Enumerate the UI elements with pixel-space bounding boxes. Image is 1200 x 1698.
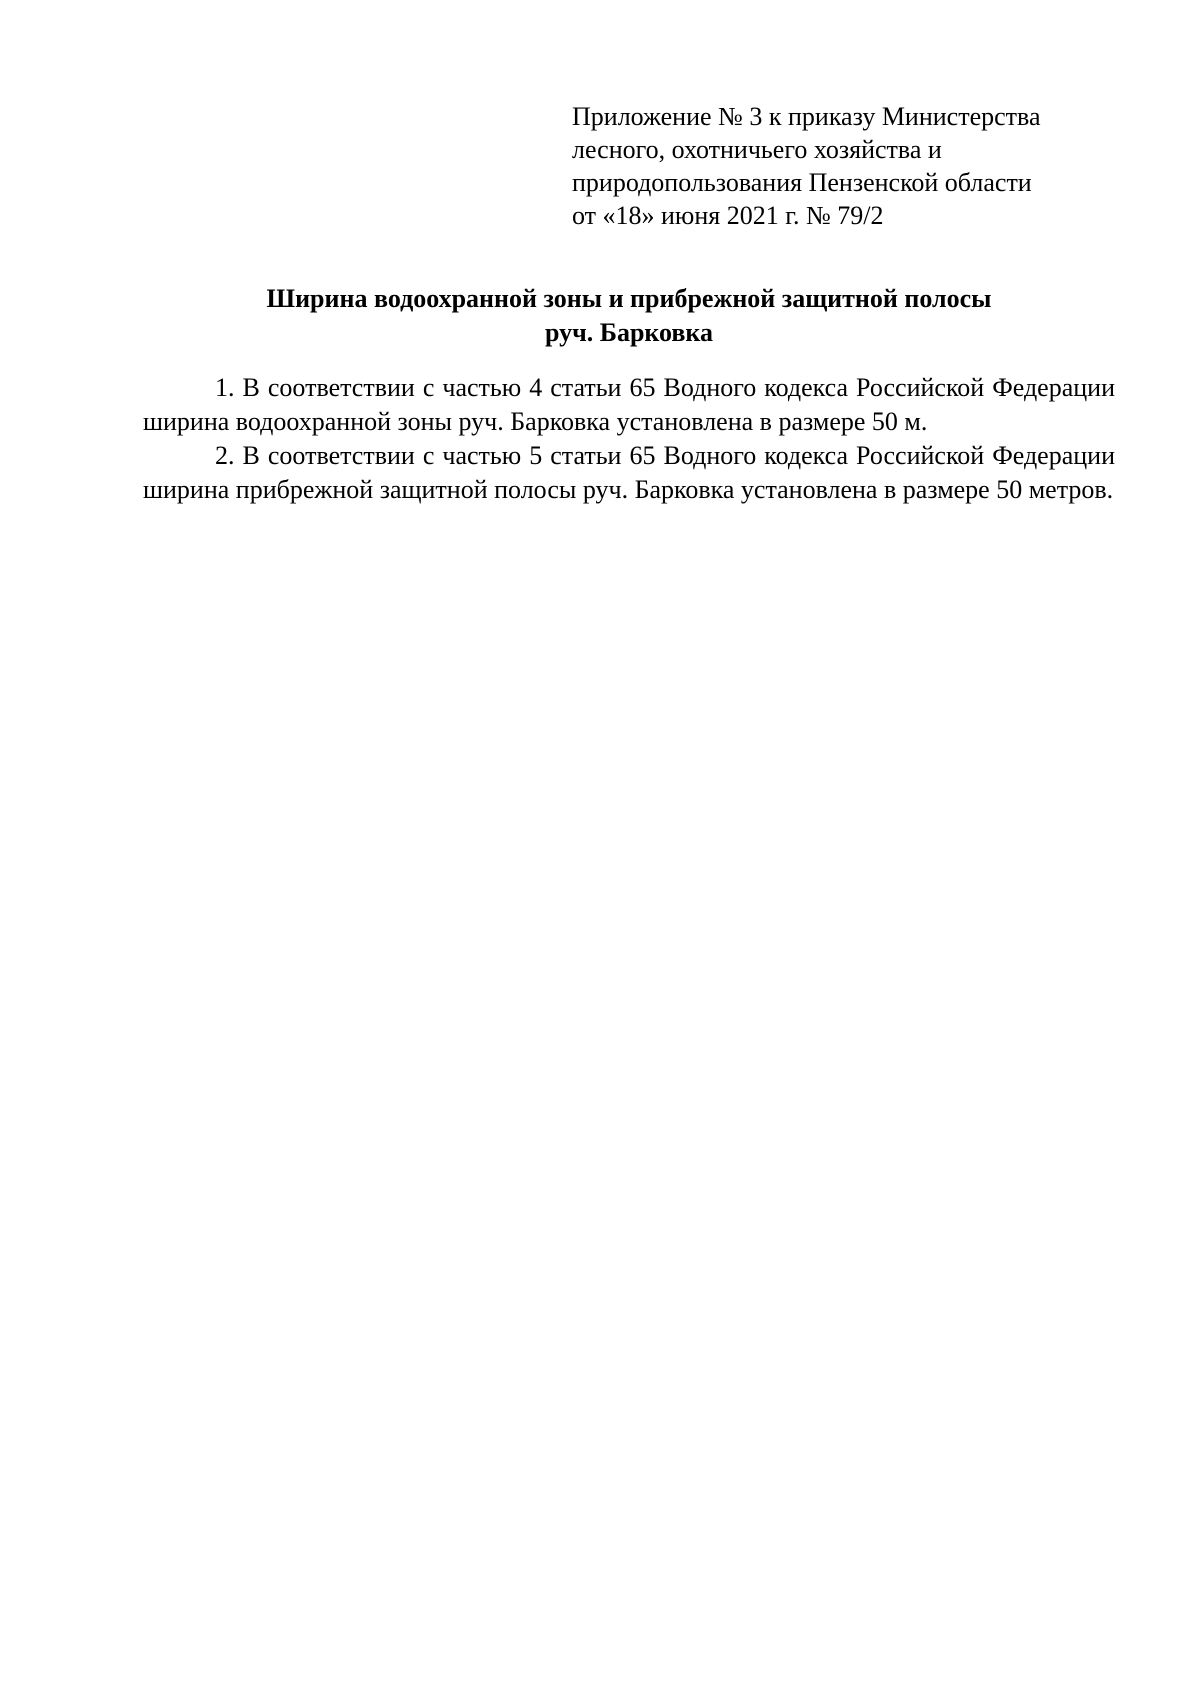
- document-body: [143, 371, 1115, 507]
- document-title: [143, 282, 1115, 350]
- title-line: руч. Барковка: [544, 318, 714, 347]
- appendix-header: [572, 100, 1132, 232]
- appendix-line: природопользования Пензенской области: [572, 168, 1032, 197]
- appendix-line: лесного, охотничьего хозяйства и: [572, 135, 942, 164]
- title-line: Ширина водоохранной зоны и прибрежной защитной полосы: [266, 284, 992, 313]
- paragraph: 1. В соответствии с частью 4 статьи 65 Водного кодекса Российской Федерации ширина водоохранной зоны руч. Барковка установлена в размере 50 м.: [143, 373, 1115, 436]
- appendix-line: Приложение № 3 к приказу Министерства: [572, 102, 1041, 131]
- appendix-line: от «18» июня 2021 г. № 79/2: [572, 201, 884, 230]
- paragraph: 2. В соответствии с частью 5 статьи 65 Водного кодекса Российской Федерации ширина прибрежной защитной полосы руч. Барковка установлена в размере 50 метров.: [143, 441, 1115, 504]
